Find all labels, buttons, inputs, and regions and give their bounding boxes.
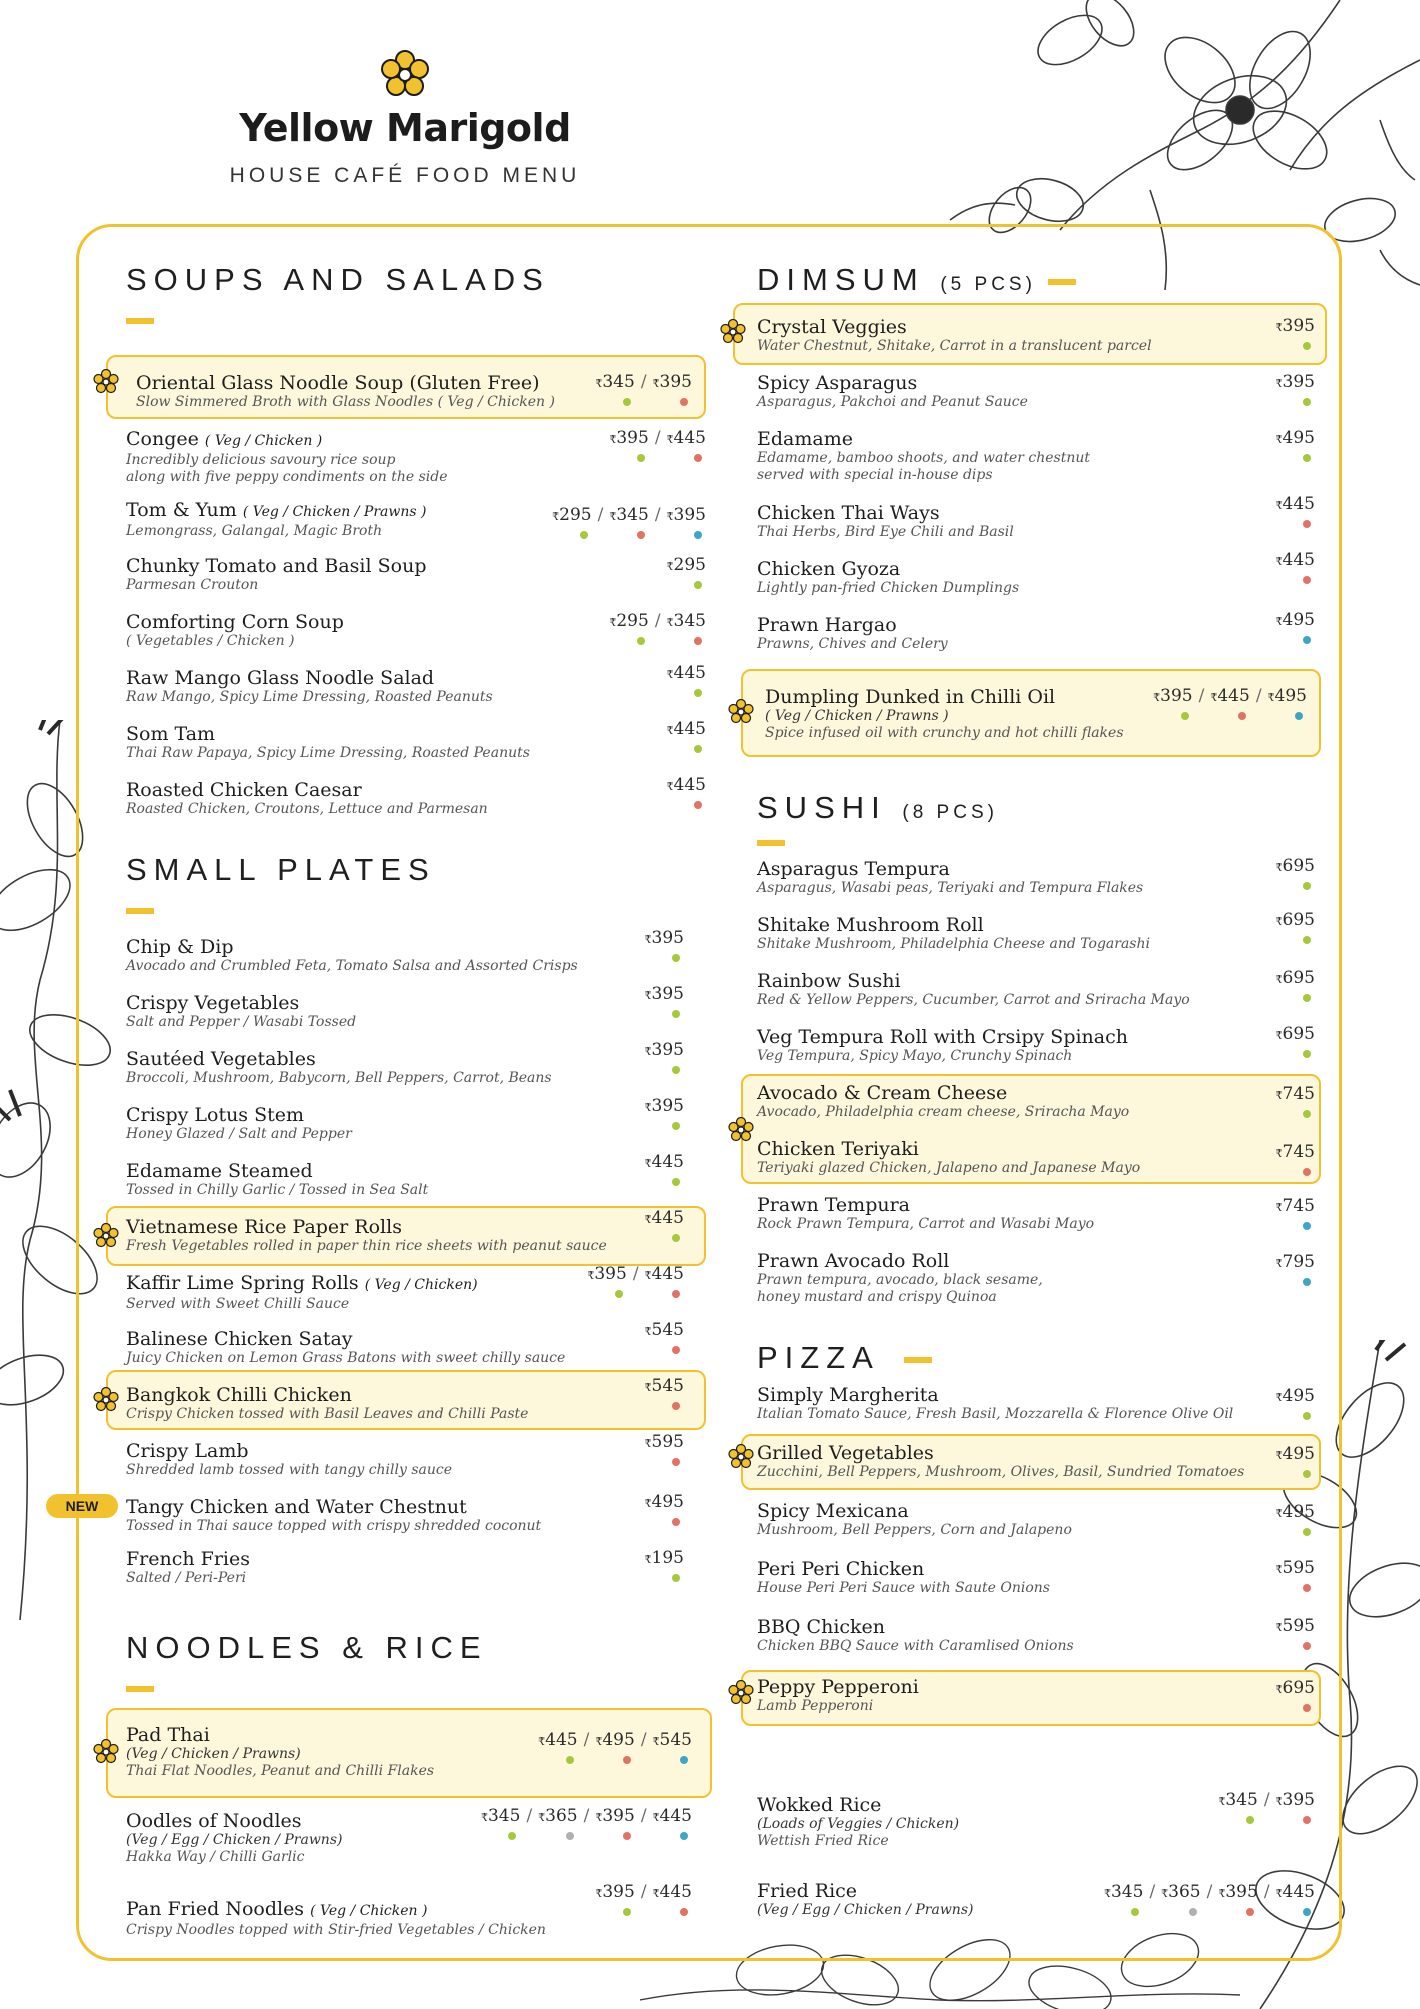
item-prices [645, 1376, 684, 1412]
menu-item [126, 928, 706, 975]
price-veg: ₹345 [481, 1806, 520, 1842]
item-prices [1276, 1678, 1315, 1714]
menu-item [126, 1320, 706, 1367]
item-prices: ₹395 / ₹445 [595, 1882, 692, 1918]
price-prawn: ₹745 [1276, 1196, 1315, 1232]
item-desc: Chicken BBQ Sauce with Caramlised Onions [757, 1638, 1074, 1654]
price-chicken: ₹445 [1210, 686, 1249, 722]
item-desc: Avocado, Philadelphia cream cheese, Sriracha Mayo [757, 1104, 1130, 1120]
item-prices [1276, 494, 1315, 530]
price-veg: ₹695 [1276, 1024, 1315, 1060]
menu-item [757, 1194, 1315, 1233]
item-name: Crispy Vegetables [126, 992, 300, 1014]
item-name: Crystal Veggies [757, 316, 907, 338]
item-name: Spicy Asparagus [757, 372, 918, 394]
item-desc: Prawn tempura, avocado, black sesame, honey mustard and crispy Quinoa [757, 1272, 1043, 1305]
item-desc: Spice infused oil with crunchy and hot chilli flakes [765, 725, 1124, 741]
item-desc: Crispy Noodles topped with Stir-fried Vegetables / Chicken [126, 1922, 546, 1938]
item-name: BBQ Chicken [757, 1616, 886, 1638]
menu-item [126, 1548, 706, 1587]
menu-item [757, 1500, 1315, 1539]
price-veg: ₹345 [1218, 1790, 1257, 1826]
menu-item [757, 550, 1315, 597]
item-name: Edamame Steamed [126, 1160, 313, 1182]
price-chicken: ₹695 [1276, 1678, 1315, 1714]
item-prices [1276, 1084, 1315, 1120]
item-variants: ( Veg / Chicken / Prawns ) [765, 708, 949, 724]
item-desc: Salted / Peri-Peri [126, 1570, 247, 1586]
item-desc: ( Vegetables / Chicken ) [126, 633, 295, 649]
menu-item [757, 858, 1315, 897]
marigold-highlight-icon [728, 1680, 754, 1706]
item-prices [645, 1432, 684, 1468]
menu-item [126, 1376, 706, 1423]
item-name: Wokked Rice [757, 1794, 882, 1816]
item-desc: Italian Tomato Sauce, Fresh Basil, Mozzarella & Florence Olive Oil [757, 1406, 1234, 1422]
price-chicken: ₹445 [667, 428, 706, 464]
price-veg: ₹445 [667, 663, 706, 699]
item-desc: Asparagus, Wasabi peas, Teriyaki and Tempura Flakes [757, 880, 1144, 896]
marigold-highlight-icon [728, 1444, 754, 1470]
item-desc: Zucchini, Bell Peppers, Mushroom, Olives, Basil, Sundried Tomatoes [757, 1464, 1245, 1480]
menu-item [126, 719, 706, 762]
price-chicken: ₹545 [645, 1376, 684, 1412]
item-name: Peri Peri Chicken [757, 1558, 925, 1580]
item-desc: Prawns, Chives and Celery [757, 636, 948, 652]
menu-item [757, 316, 1315, 355]
price-chicken: ₹445 [653, 1882, 692, 1918]
price-veg: ₹295 [552, 505, 591, 541]
price-chicken: ₹445 [1276, 550, 1315, 586]
section-noodles-rice [126, 1630, 706, 1692]
price-veg: ₹445 [538, 1730, 577, 1766]
price-prawn: ₹795 [1276, 1252, 1315, 1288]
item-prices [645, 1492, 684, 1528]
menu-item [757, 1880, 1315, 1919]
menu-header [0, 50, 810, 188]
new-badge-label: NEW [65, 1498, 99, 1514]
item-desc: Tossed in Chilly Garlic / Tossed in Sea Salt [126, 1182, 429, 1198]
menu-item [126, 1432, 706, 1479]
price-veg: ₹345 [595, 372, 634, 408]
price-veg: ₹695 [1276, 856, 1315, 892]
price-chicken: ₹445 [667, 775, 706, 811]
menu-item [126, 611, 706, 650]
item-prices [645, 1548, 684, 1584]
item-name: Edamame [757, 428, 853, 450]
price-egg: ₹365 [538, 1806, 577, 1842]
item-name: Chicken Gyoza [757, 558, 901, 580]
menu-item [757, 1616, 1315, 1655]
item-desc: Veg Tempura, Spicy Mayo, Crunchy Spinach [757, 1048, 1073, 1064]
item-desc: Incredibly delicious savoury rice soup along with five peppy condiments on the side [126, 452, 448, 485]
item-desc: Avocado and Crumbled Feta, Tomato Salsa and Assorted Crisps [126, 958, 578, 974]
price-chicken: ₹395 [1218, 1882, 1257, 1918]
price-chicken: ₹495 [645, 1492, 684, 1528]
menu-item [126, 984, 706, 1031]
item-prices: ₹345 / ₹365 / ₹395 / ₹445 [1104, 1882, 1315, 1918]
item-name: Dumpling Dunked in Chilli Oil [765, 686, 1056, 708]
menu-item [126, 428, 706, 486]
price-veg: ₹445 [645, 1208, 684, 1244]
item-desc: Lemongrass, Galangal, Magic Broth [126, 523, 383, 539]
item-name: Vietnamese Rice Paper Rolls [126, 1216, 402, 1238]
menu-item [757, 1082, 1315, 1121]
price-veg: ₹395 [645, 928, 684, 964]
item-desc: Hakka Way / Chilli Garlic [126, 1849, 305, 1865]
item-prices [1276, 856, 1315, 892]
item-name: Roasted Chicken Caesar [126, 779, 362, 801]
price-prawn: ₹545 [653, 1730, 692, 1766]
item-prices [1276, 550, 1315, 586]
item-desc: Thai Flat Noodles, Peanut and Chilli Flakes [126, 1763, 435, 1779]
item-desc: Tossed in Thai sauce topped with crispy shredded coconut [126, 1518, 542, 1534]
item-name: Bangkok Chilli Chicken [126, 1384, 352, 1406]
price-veg: ₹295 [667, 555, 706, 591]
price-prawn: ₹495 [1268, 686, 1307, 722]
section-title: NOODLES & RICE [126, 1630, 488, 1665]
item-desc: Mushroom, Bell Peppers, Corn and Jalapeno [757, 1522, 1072, 1538]
item-name: Rainbow Sushi [757, 970, 901, 992]
item-desc: Parmesan Crouton [126, 577, 259, 593]
item-name: Tom & Yum ( Veg / Chicken / Prawns ) [126, 499, 427, 521]
item-name: Veg Tempura Roll with Crsipy Spinach [757, 1026, 1129, 1048]
menu-item [757, 610, 1315, 653]
item-name: Balinese Chicken Satay [126, 1328, 353, 1350]
price-chicken: ₹445 [645, 1264, 684, 1300]
menu-item [757, 970, 1315, 1009]
item-name: French Fries [126, 1548, 251, 1570]
marigold-highlight-icon [728, 699, 754, 725]
item-variants: (Veg / Egg / Chicken / Prawns) [126, 1832, 343, 1848]
item-desc: House Peri Peri Sauce with Saute Onions [757, 1580, 1050, 1596]
price-veg: ₹495 [1276, 1502, 1315, 1538]
marigold-highlight-icon [93, 1223, 119, 1249]
price-veg: ₹445 [645, 1152, 684, 1188]
item-desc: Raw Mango, Spicy Lime Dressing, Roasted Peanuts [126, 689, 493, 705]
menu-item [757, 1442, 1315, 1481]
price-chicken: ₹395 [595, 1806, 634, 1842]
item-name: Som Tam [126, 723, 216, 745]
item-prices: ₹295 / ₹345 / ₹395 [552, 505, 706, 541]
item-prices: ₹295 / ₹345 [609, 611, 706, 647]
price-veg: ₹695 [1276, 968, 1315, 1004]
price-veg: ₹495 [1276, 1444, 1315, 1480]
item-name: Avocado & Cream Cheese [757, 1082, 1008, 1104]
item-desc: Teriyaki glazed Chicken, Jalapeno and Japanese Mayo [757, 1160, 1141, 1176]
price-egg: ₹365 [1161, 1882, 1200, 1918]
item-name: Fried Rice [757, 1880, 858, 1902]
price-veg: ₹395 [645, 1096, 684, 1132]
price-chicken: ₹495 [595, 1730, 634, 1766]
section-underline [126, 908, 154, 914]
price-prawn: ₹495 [1276, 610, 1315, 646]
menu-item [757, 372, 1315, 411]
menu-item [126, 499, 706, 540]
price-veg: ₹295 [609, 611, 648, 647]
price-veg: ₹695 [1276, 910, 1315, 946]
item-prices [1276, 1444, 1315, 1480]
item-prices: ₹395 / ₹445 [587, 1264, 684, 1300]
item-name: Grilled Vegetables [757, 1442, 934, 1464]
price-chicken: ₹345 [609, 505, 648, 541]
price-veg: ₹745 [1276, 1084, 1315, 1120]
item-prices [1276, 610, 1315, 646]
item-prices [1276, 1558, 1315, 1594]
item-prices [645, 1320, 684, 1356]
item-desc: Roasted Chicken, Croutons, Lettuce and Parmesan [126, 801, 488, 817]
item-prices [645, 1096, 684, 1132]
section-pizza [757, 1340, 1315, 1376]
item-name: Chip & Dip [126, 936, 234, 958]
price-veg: ₹445 [667, 719, 706, 755]
item-prices [645, 1040, 684, 1076]
item-desc: Served with Sweet Chilli Sauce [126, 1296, 350, 1312]
price-veg: ₹495 [1276, 1386, 1315, 1422]
item-prices [1276, 1024, 1315, 1060]
menu-item [757, 1138, 1315, 1177]
item-prices [1276, 1252, 1315, 1288]
menu-item [126, 1724, 706, 1780]
item-name: Comforting Corn Soup [126, 611, 344, 633]
marigold-highlight-icon [720, 319, 746, 345]
section-dimsum [757, 262, 1315, 298]
item-name: Pan Fried Noodles ( Veg / Chicken ) [126, 1898, 428, 1920]
section-underline [126, 318, 154, 324]
item-prices [1276, 428, 1315, 464]
item-prices [1276, 372, 1315, 408]
menu-item [757, 494, 1315, 541]
price-chicken: ₹395 [653, 372, 692, 408]
price-chicken: ₹395 [1276, 1790, 1315, 1826]
item-desc: Fresh Vegetables rolled in paper thin rice sheets with peanut sauce [126, 1238, 607, 1254]
price-prawn: ₹445 [653, 1806, 692, 1842]
item-name: Tangy Chicken and Water Chestnut [126, 1496, 467, 1518]
item-name: Chicken Thai Ways [757, 502, 940, 524]
item-desc: Red & Yellow Peppers, Cucumber, Carrot and Sriracha Mayo [757, 992, 1190, 1008]
section-underline [757, 840, 785, 846]
price-chicken: ₹595 [1276, 1616, 1315, 1652]
item-name: Crispy Lotus Stem [126, 1104, 305, 1126]
price-chicken: ₹595 [1276, 1558, 1315, 1594]
item-prices [1276, 910, 1315, 946]
menu-item [126, 1152, 706, 1199]
item-prices [667, 719, 706, 755]
price-chicken: ₹595 [645, 1432, 684, 1468]
new-badge [46, 1494, 118, 1518]
item-name: Sautéed Vegetables [126, 1048, 316, 1070]
section-title: SUSHI (8 PCS) [757, 790, 998, 825]
item-variants: (Veg / Egg / Chicken / Prawns) [757, 1902, 974, 1918]
menu-item [765, 686, 1307, 742]
item-prices [645, 984, 684, 1020]
item-desc: Lamb Pepperoni [757, 1698, 874, 1714]
item-name: Chicken Teriyaki [757, 1138, 919, 1160]
menu-item [136, 372, 692, 411]
menu-item [757, 1250, 1315, 1306]
item-name: Peppy Pepperoni [757, 1676, 919, 1698]
marigold-highlight-icon [93, 1739, 119, 1765]
marigold-logo-icon [379, 50, 431, 102]
price-veg: ₹345 [1104, 1882, 1143, 1918]
price-chicken: ₹345 [667, 611, 706, 647]
section-soups-salads [126, 262, 706, 324]
item-desc: Shitake Mushroom, Philadelphia Cheese and Togarashi [757, 936, 1150, 952]
item-variants: (Loads of Veggies / Chicken) [757, 1816, 960, 1832]
item-name: Oriental Glass Noodle Soup (Gluten Free) [136, 372, 540, 394]
item-prices: ₹395 / ₹445 / ₹495 [1153, 686, 1307, 722]
menu-item [126, 1040, 706, 1087]
item-variants: (Veg / Chicken / Prawns) [126, 1746, 301, 1762]
item-desc: Asparagus, Pakchoi and Peanut Sauce [757, 394, 1028, 410]
price-veg: ₹395 [1153, 686, 1192, 722]
item-desc: Edamame, bamboo shoots, and water chestnut served with special in-house dips [757, 450, 1091, 483]
price-veg: ₹395 [645, 984, 684, 1020]
menu-item [757, 1026, 1315, 1065]
item-prices [1276, 316, 1315, 352]
menu-item [126, 775, 706, 818]
item-name: Asparagus Tempura [757, 858, 950, 880]
price-chicken: ₹745 [1276, 1142, 1315, 1178]
item-desc: Salt and Pepper / Wasabi Tossed [126, 1014, 357, 1030]
item-name: Crispy Lamb [126, 1440, 249, 1462]
marigold-highlight-icon [93, 1387, 119, 1413]
item-desc: Lightly pan-fried Chicken Dumplings [757, 580, 1020, 596]
section-title: PIZZA [757, 1340, 1315, 1376]
section-title: SMALL PLATES [126, 852, 436, 887]
item-prices [667, 775, 706, 811]
brand-name: Yellow Marigold [239, 106, 571, 150]
menu-item [126, 1882, 706, 1939]
item-prices [1276, 968, 1315, 1004]
item-desc: Water Chestnut, Shitake, Carrot in a translucent parcel [757, 338, 1152, 354]
item-name: Prawn Tempura [757, 1194, 911, 1216]
price-veg: ₹395 [587, 1264, 626, 1300]
item-prices [667, 555, 706, 591]
price-veg: ₹395 [609, 428, 648, 464]
item-prices: ₹345 / ₹395 [1218, 1790, 1315, 1826]
menu-item [126, 1096, 706, 1143]
menu-item [757, 1384, 1315, 1423]
item-name: Simply Margherita [757, 1384, 939, 1406]
item-prices [645, 1208, 684, 1244]
item-prices: ₹445 / ₹495 / ₹545 [538, 1730, 692, 1766]
menu-item [126, 663, 706, 706]
price-chicken: ₹545 [645, 1320, 684, 1356]
menu-subtitle: HOUSE CAFÉ FOOD MENU [229, 164, 581, 187]
item-prices [1276, 1142, 1315, 1178]
item-prices: ₹395 / ₹445 [609, 428, 706, 464]
item-prices [667, 663, 706, 699]
price-prawn: ₹395 [667, 505, 706, 541]
section-sushi [757, 790, 1315, 846]
menu-item [126, 1264, 706, 1313]
item-name: Congee ( Veg / Chicken ) [126, 428, 323, 450]
price-veg: ₹395 [1276, 372, 1315, 408]
price-veg: ₹395 [645, 1040, 684, 1076]
item-desc: Broccoli, Mushroom, Babycorn, Bell Peppers, Carrot, Beans [126, 1070, 552, 1086]
menu-item [126, 555, 706, 594]
item-prices: ₹345 / ₹365 / ₹395 / ₹445 [481, 1806, 692, 1842]
menu-item [126, 1806, 706, 1866]
item-name: Chunky Tomato and Basil Soup [126, 555, 427, 577]
section-underline [126, 1686, 154, 1692]
price-chicken: ₹445 [1276, 494, 1315, 530]
item-prices [645, 928, 684, 964]
section-title: DIMSUM (5 PCS) [757, 262, 1315, 298]
item-name: Shitake Mushroom Roll [757, 914, 984, 936]
item-desc: Wettish Fried Rice [757, 1833, 889, 1849]
section-title: SOUPS AND SALADS [126, 262, 550, 297]
item-desc: Shredded lamb tossed with tangy chilly sauce [126, 1462, 453, 1478]
item-desc: Juicy Chicken on Lemon Grass Batons with sweet chilly sauce [126, 1350, 566, 1366]
price-veg: ₹195 [645, 1548, 684, 1584]
item-name: Kaffir Lime Spring Rolls ( Veg / Chicken) [126, 1272, 478, 1294]
item-desc: Honey Glazed / Salt and Pepper [126, 1126, 352, 1142]
menu-item [126, 1492, 706, 1535]
price-prawn: ₹445 [1276, 1882, 1315, 1918]
menu-item [126, 1208, 706, 1255]
item-desc: Thai Herbs, Bird Eye Chili and Basil [757, 524, 1014, 540]
item-name: Prawn Hargao [757, 614, 897, 636]
menu-item [757, 428, 1315, 484]
menu-item [757, 1790, 1315, 1850]
item-prices [1276, 1502, 1315, 1538]
item-name: Raw Mango Glass Noodle Salad [126, 667, 435, 689]
price-veg: ₹395 [1276, 316, 1315, 352]
item-desc: Rock Prawn Tempura, Carrot and Wasabi Mayo [757, 1216, 1095, 1232]
item-desc: Crispy Chicken tossed with Basil Leaves and Chilli Paste [126, 1406, 529, 1422]
item-name: Spicy Mexicana [757, 1500, 909, 1522]
item-name: Prawn Avocado Roll [757, 1250, 950, 1272]
item-prices: ₹345 / ₹395 [595, 372, 692, 408]
menu-item [757, 910, 1315, 953]
item-desc: Thai Raw Papaya, Spicy Lime Dressing, Roasted Peanuts [126, 745, 530, 761]
price-veg: ₹495 [1276, 428, 1315, 464]
item-prices [1276, 1386, 1315, 1422]
item-name: Pad Thai [126, 1724, 210, 1746]
price-veg: ₹395 [595, 1882, 634, 1918]
item-prices [645, 1152, 684, 1188]
marigold-highlight-icon [728, 1117, 754, 1143]
item-prices [1276, 1196, 1315, 1232]
item-name: Oodles of Noodles [126, 1810, 302, 1832]
section-small-plates [126, 852, 706, 914]
marigold-highlight-icon [93, 369, 119, 395]
item-desc: Slow Simmered Broth with Glass Noodles ( Veg / Chicken ) [136, 394, 555, 410]
menu-item [757, 1558, 1315, 1597]
item-prices [1276, 1616, 1315, 1652]
menu-item [757, 1676, 1315, 1715]
